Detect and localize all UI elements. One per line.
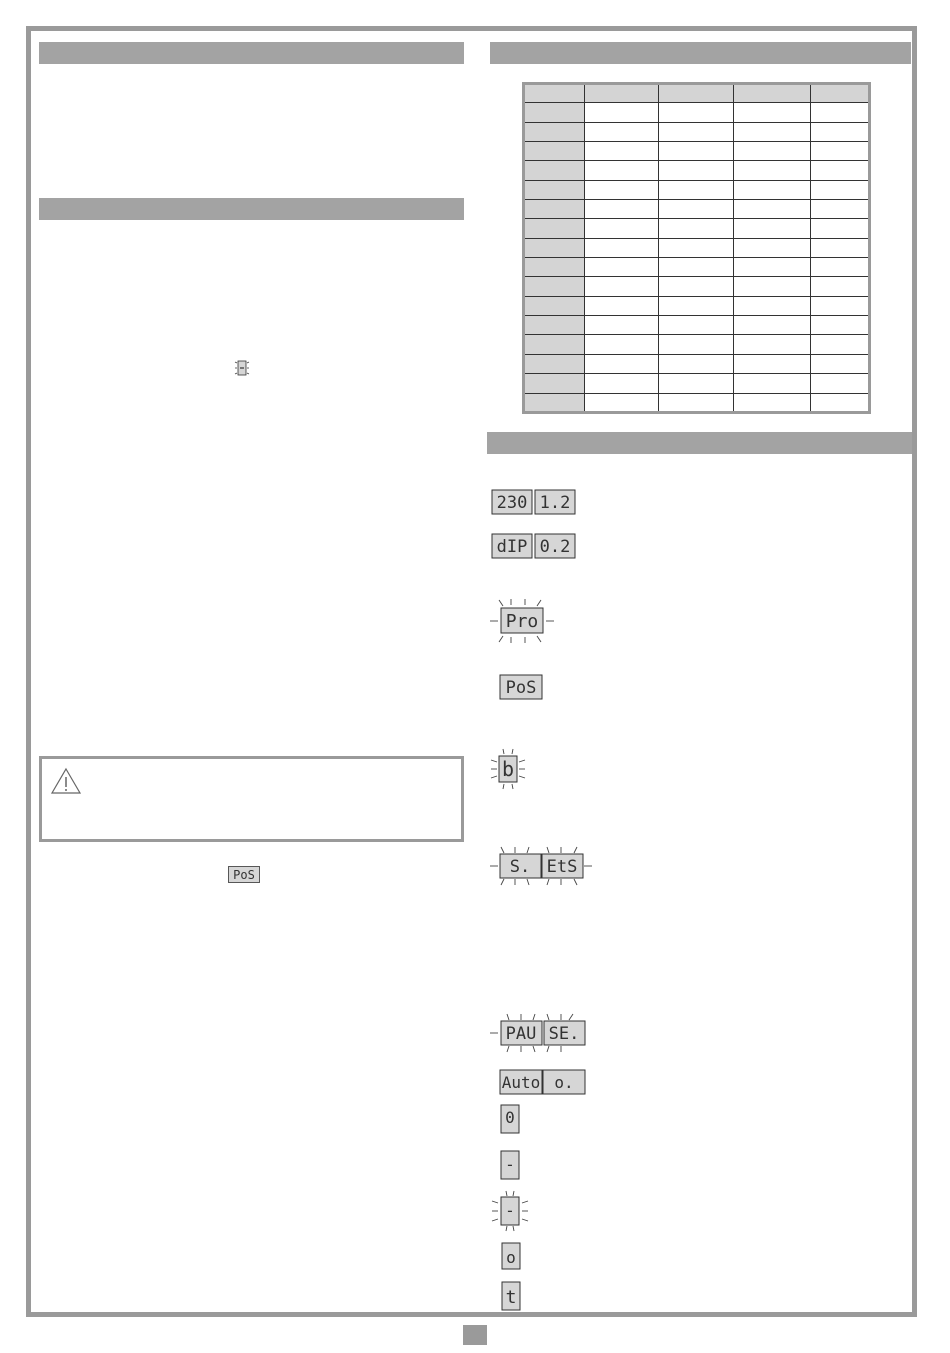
table-cell (585, 103, 658, 122)
table-cell (811, 258, 870, 277)
table-row-header-cell (524, 335, 585, 354)
table-cell (585, 219, 658, 238)
svg-text:o: o (506, 1248, 516, 1267)
table-cell (658, 374, 733, 393)
svg-text:SE.: SE. (548, 1024, 580, 1044)
svg-text:S.: S. (509, 857, 531, 877)
table-row-header-cell (524, 103, 585, 122)
table-row-header-cell (524, 258, 585, 277)
t-code-display (501, 1281, 521, 1311)
dash-blink-display (491, 1190, 529, 1232)
table-cell (734, 374, 811, 393)
svg-text:-: - (505, 1155, 515, 1174)
table-row (524, 238, 870, 257)
table-cell (734, 393, 811, 413)
svg-text:1.2: 1.2 (539, 493, 571, 513)
table-row-header-cell (524, 122, 585, 141)
table-row-header-cell (524, 277, 585, 296)
table-cell (585, 122, 658, 141)
table-cell (734, 354, 811, 373)
zero-display (500, 1104, 520, 1134)
table-cell (658, 161, 733, 180)
table-cell (585, 374, 658, 393)
table-cell (811, 122, 870, 141)
table-cell (658, 393, 733, 413)
svg-text:230: 230 (496, 493, 528, 513)
table-cell (585, 277, 658, 296)
table-header-cell (811, 84, 870, 103)
table-row (524, 316, 870, 335)
table-row (524, 103, 870, 122)
table-row (524, 142, 870, 161)
table-cell (585, 335, 658, 354)
table-row-header-cell (524, 161, 585, 180)
table-cell (734, 277, 811, 296)
table-row (524, 161, 870, 180)
table-header-row (524, 84, 870, 103)
prog-blink-display (489, 598, 555, 644)
table-cell (734, 258, 811, 277)
table-cell (658, 316, 733, 335)
table-header-cell (658, 84, 733, 103)
page-number-tab (463, 1325, 487, 1345)
svg-text:Pro: Pro (505, 611, 539, 632)
table-cell (585, 316, 658, 335)
table-cell (811, 103, 870, 122)
table-cell (734, 142, 811, 161)
table-cell (734, 161, 811, 180)
table-row (524, 296, 870, 315)
table-cell (734, 296, 811, 315)
table-cell (811, 316, 870, 335)
warning-triangle-icon (49, 766, 83, 796)
table-cell (658, 277, 733, 296)
dip-version-display (491, 533, 577, 559)
table-header-cell (524, 84, 585, 103)
svg-text:-: - (505, 1201, 515, 1220)
svg-text:PoS: PoS (505, 678, 537, 698)
table-row-header-cell (524, 180, 585, 199)
table-row (524, 258, 870, 277)
svg-text:PoS: PoS (233, 868, 255, 882)
table-cell (811, 142, 870, 161)
svg-text:dIP: dIP (496, 537, 528, 557)
table-cell (811, 277, 870, 296)
table-row (524, 393, 870, 413)
section-bar-left-middle (39, 198, 464, 220)
table-cell (585, 180, 658, 199)
table-cell (658, 238, 733, 257)
table-row-header-cell (524, 296, 585, 315)
table-cell (658, 219, 733, 238)
table-row (524, 219, 870, 238)
table-cell (585, 161, 658, 180)
table-cell (585, 200, 658, 219)
table-row-header-cell (524, 200, 585, 219)
table-cell (734, 335, 811, 354)
table-row-header-cell (524, 374, 585, 393)
table-cell (585, 142, 658, 161)
table-cell (658, 296, 733, 315)
table-cell (658, 200, 733, 219)
svg-text:o.: o. (554, 1073, 574, 1092)
table-cell (811, 335, 870, 354)
pos-display (499, 674, 543, 700)
table-row (524, 277, 870, 296)
table-cell (585, 296, 658, 315)
table-row (524, 335, 870, 354)
table-cell (585, 354, 658, 373)
table-cell (811, 374, 870, 393)
table-row (524, 200, 870, 219)
svg-text:b: b (501, 757, 515, 781)
table-cell (734, 219, 811, 238)
table-header-cell (585, 84, 658, 103)
voltage-version-display (491, 489, 577, 515)
table-row-header-cell (524, 393, 585, 413)
svg-text:EtS: EtS (546, 857, 578, 877)
section-bar-left-top (39, 42, 464, 64)
data-table (522, 82, 871, 414)
table-cell (811, 238, 870, 257)
table-cell (734, 180, 811, 199)
svg-text:0: 0 (505, 1108, 515, 1127)
table-cell (658, 180, 733, 199)
table-row-header-cell (524, 354, 585, 373)
table-cell (734, 122, 811, 141)
auto-display (499, 1069, 587, 1095)
table-row (524, 374, 870, 393)
table-cell (658, 335, 733, 354)
svg-text:t: t (505, 1287, 517, 1308)
b-code-blink-display (490, 748, 526, 790)
table-row (524, 180, 870, 199)
table-cell (734, 316, 811, 335)
table-cell (811, 161, 870, 180)
table-cell (585, 238, 658, 257)
table-cell (734, 238, 811, 257)
table-cell (811, 354, 870, 373)
table-cell (734, 103, 811, 122)
table-cell (658, 122, 733, 141)
table-cell (811, 393, 870, 413)
svg-text:Auto: Auto (501, 1073, 541, 1092)
table-cell (658, 142, 733, 161)
table-cell (811, 219, 870, 238)
pause-blink-display (489, 1013, 587, 1053)
dash-display (500, 1150, 520, 1180)
table-cell (585, 258, 658, 277)
table-row-header-cell (524, 142, 585, 161)
table-row-header-cell (524, 316, 585, 335)
table-row (524, 122, 870, 141)
table-cell (658, 354, 733, 373)
section-bar-right-table (490, 42, 911, 64)
section-bar-right-display (487, 432, 912, 454)
table-row-header-cell (524, 238, 585, 257)
inline-pos-display (228, 866, 260, 883)
svg-text:PAU: PAU (505, 1024, 537, 1044)
table-cell (811, 180, 870, 199)
table-row (524, 354, 870, 373)
table-header-cell (734, 84, 811, 103)
inline-dash-display (234, 359, 250, 377)
table-cell (811, 200, 870, 219)
table-cell (585, 393, 658, 413)
table-cell (658, 103, 733, 122)
table-cell (811, 296, 870, 315)
svg-text:0.2: 0.2 (539, 537, 571, 557)
table-row-header-cell (524, 219, 585, 238)
warning-box (39, 756, 464, 842)
set-blink-display (489, 846, 593, 886)
table-cell (658, 258, 733, 277)
table-cell (734, 200, 811, 219)
small-o-display (501, 1242, 521, 1270)
